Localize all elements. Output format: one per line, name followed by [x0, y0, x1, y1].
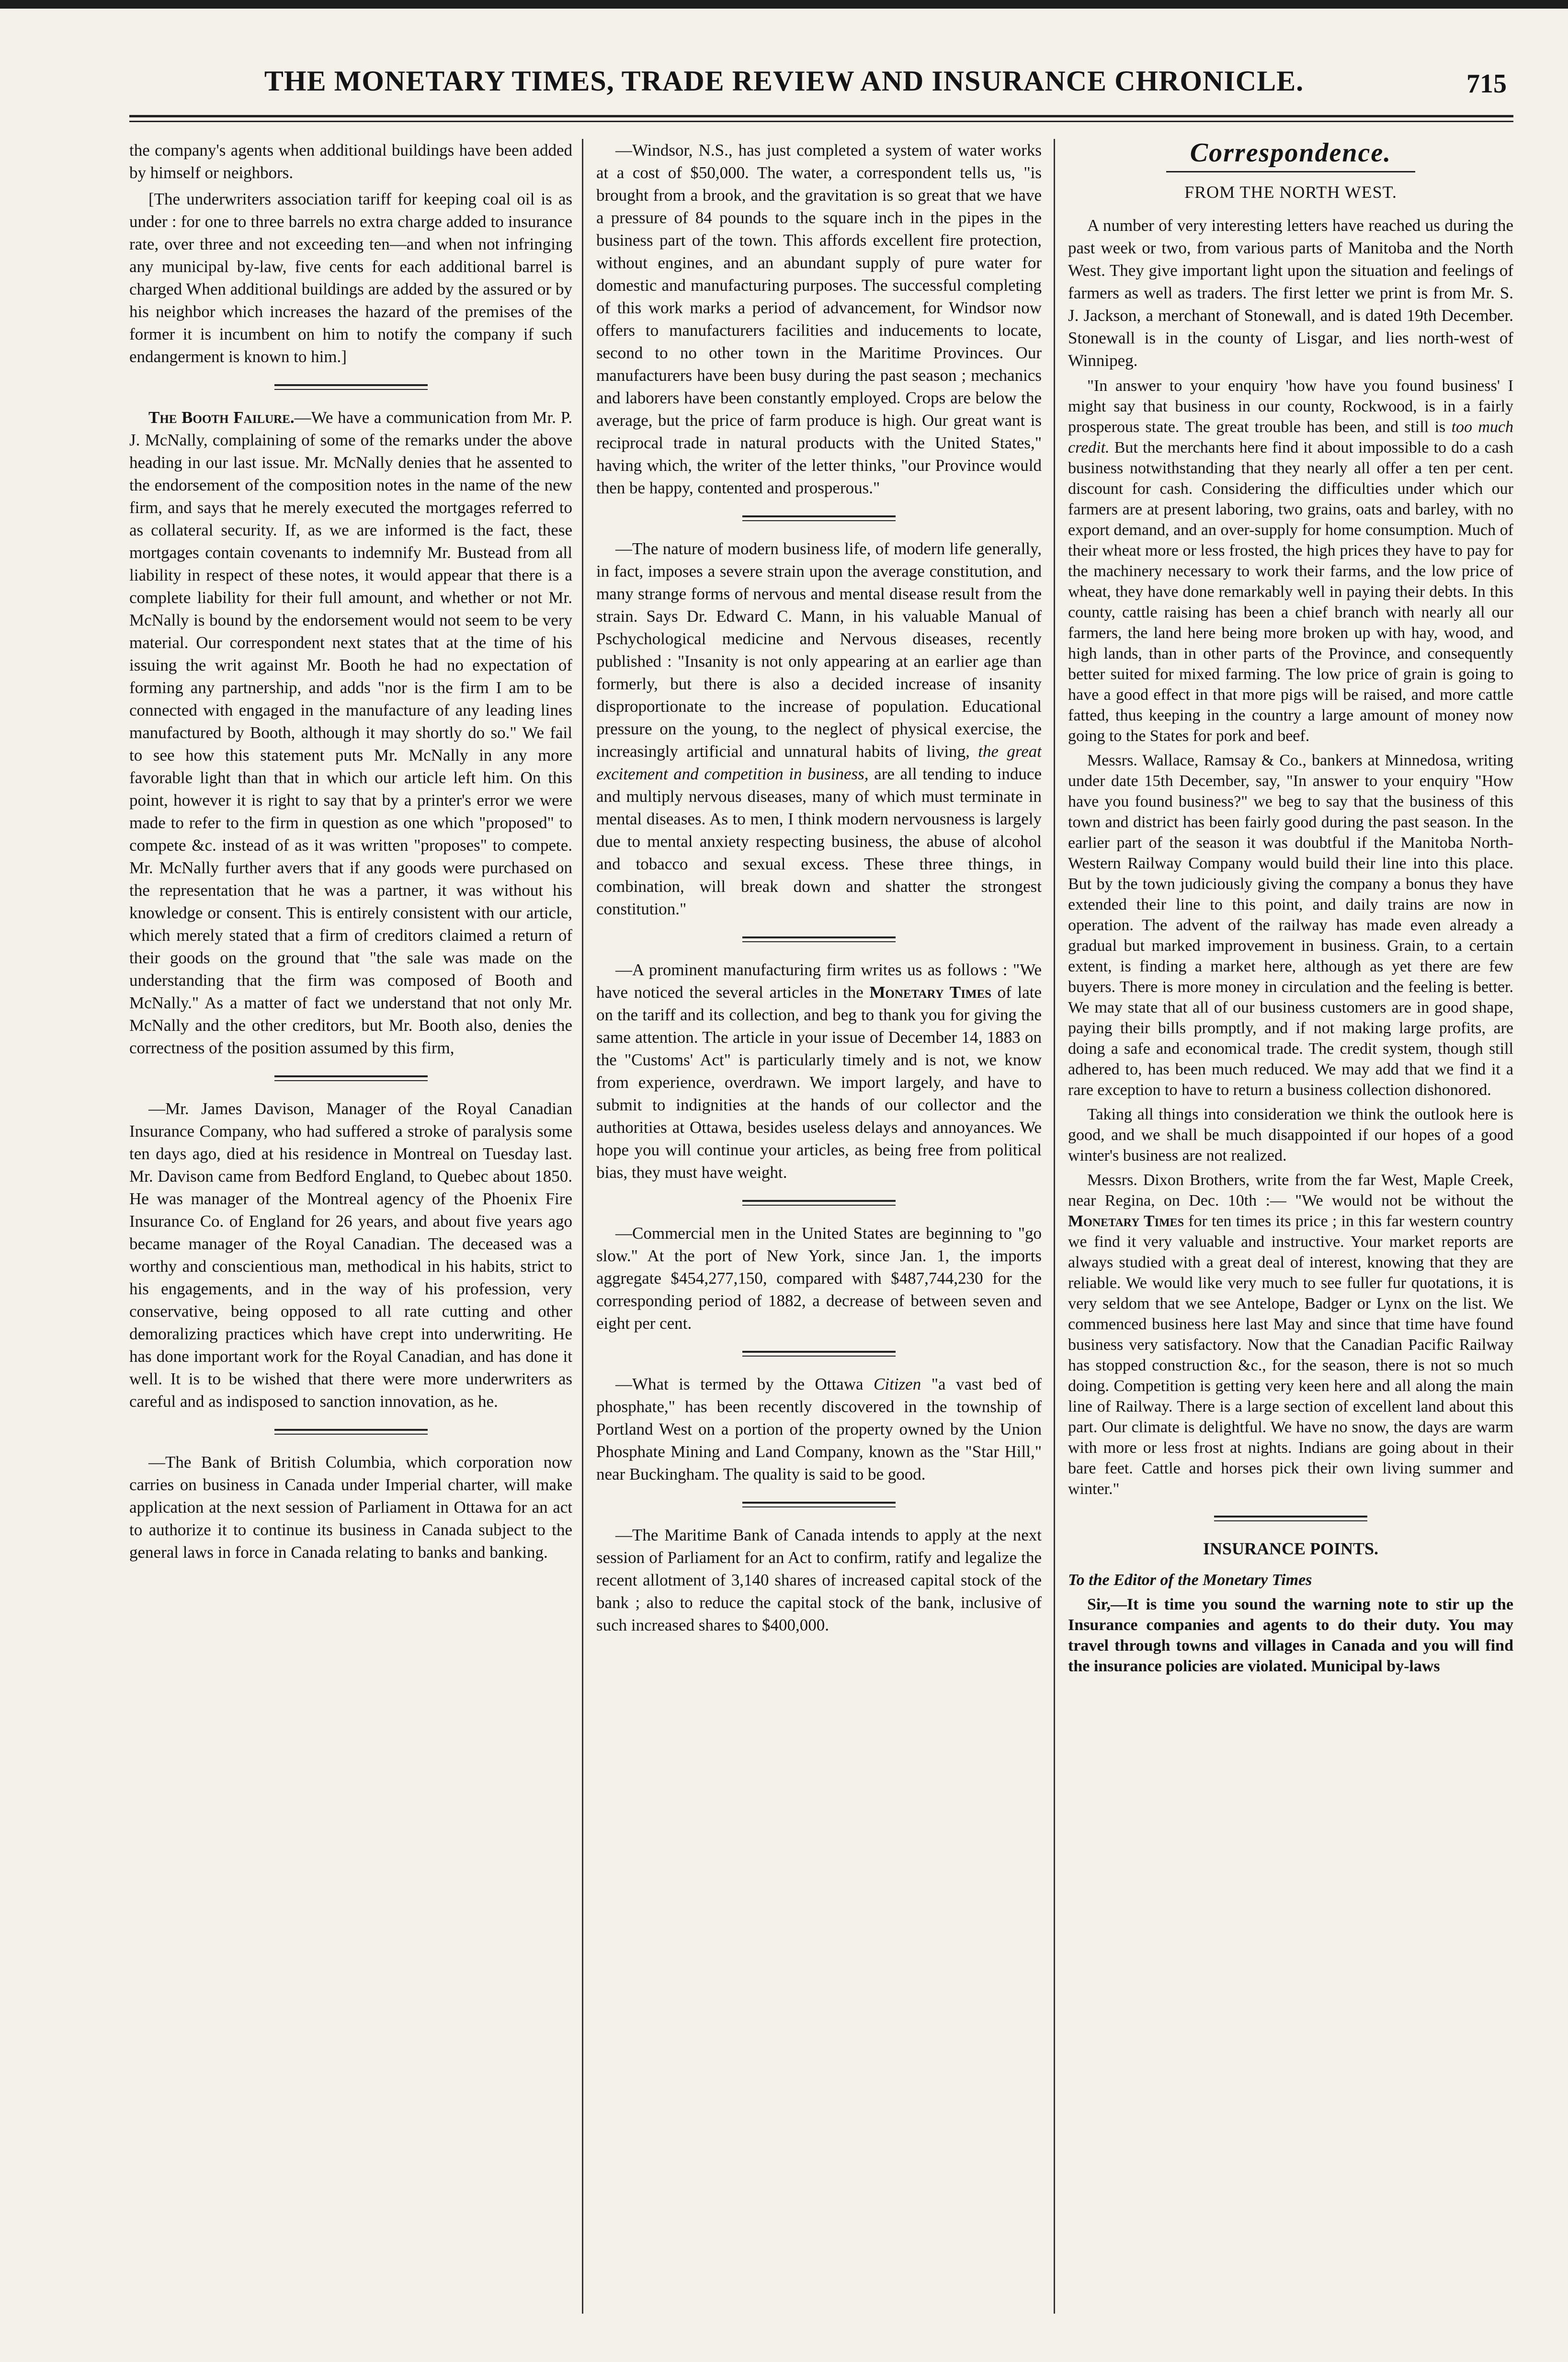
paragraph: [The underwriters association tariff for keeping coal oil is as under : for one to three barrels no extra charge added to insurance rate, over three and not exceeding ten—and when not infringing any municipal by-law, five cents for each additional barrel is charged When additional buildings are added by the assured or by his neighbor which increases the hazard of the premises of the former it is incumbent on him to notify the company if such endangerment is known to him.] — [129, 190, 572, 366]
section-separator — [274, 1429, 428, 1435]
text-run: for ten times its price ; in this far western country we find it very valuable and instructive. Your market reports are always studied with a great deal of interest, knowing that they are reliable. We would like very much to see fuller fur quotations, it is very seldom that we see Antelope, Badger or Lynx on the list. We commenced business here last May and since that time have found business very satisfactory. Now that the Canadian Pacific Railway has stopped construction &c., for the season, there is not so much doing. Competition is getting very keen here and all along the main line of Railway. There is a large section of excellent land about this part. Our climate is delightful. We have no snow, the days are warm with more or less frost at nights. Indians are going about in their bare feet. Cattle and horses pick their own living summer and winter." — [1068, 1212, 1513, 1498]
article-heading: The Booth Failure. — [148, 408, 295, 427]
italic-run: the great excitement and competition in business, — [596, 742, 1042, 783]
text-run: "In answer to your enquiry 'how have you found business' I might say that business in our county, Rockwood, is in a fairly prosperous state. The great trouble has been, and still is — [1068, 377, 1513, 436]
paragraph: —The Maritime Bank of Canada intends to apply at the next session of Parliament for an Act to confirm, ratify and legalize the recent allotment of 3,140 shares of increased capital stock of the bank ; also to reduce the capital stock of the bank, inclusive of such increased shares to $400,000. — [596, 1526, 1042, 1634]
section-heading-correspondence: Correspondence. — [1190, 139, 1392, 168]
letter-excerpts — [1068, 376, 1513, 1499]
paragraph: the company's agents when additional buildings have been added by himself or neighbors. — [129, 141, 572, 182]
italic-run: Citizen — [874, 1375, 921, 1393]
salutation: To the Editor of the Monetary Times — [1068, 1571, 1312, 1589]
article-body: —We have a communication from Mr. P. J. McNally, complaining of some of the remarks under the above heading in our last issue. Mr. McNally denies that he assented to the endorsement of the composition notes in the name of the new firm, and says that he merely executed the mortgages referred to as collateral security. If, as we are informed is the fact, these mortgages contain covenants to indemnify Mr. Bustead from all liability in respect of these notes, it would appear that there is a complete liability for their full amount, and whether or not Mr. McNally is bound by the endorsement would not seem to be very material. Our correspondent next states that at the time of his issuing the writ against Mr. Booth he had no expectation of forming any partnership, and adds "nor is the firm I am to be connected with engaged in the manufacture of any leading lines manufactured by Booth, although it may shortly do so." We fail to see how this statement puts Mr. McNally in any more favorable light than that in which our article left him. On this point, however it is right to say that by a printer's error we were made to refer to the firm in question as one which "proposed" to compete &c. instead of as it was written "proposes" to compete. Mr. McNally further avers that if any goods were purchased on the representation that he was a partner, it was without his knowledge or consent. This is entirely consistent with our article, which merely stated that a firm of creditors claimed a return of their goods on the ground that "the sale was made on the understanding that the firm was composed of Booth and McNally." As a matter of fact we understand that not only Mr. McNally and the other creditors, but Mr. Booth also, denies the correctness of the position assumed by this firm, — [129, 408, 572, 1057]
italic-run: too much credit. — [1068, 418, 1513, 456]
page-number: 715 — [1466, 69, 1507, 99]
publication-name: Monetary Times — [1068, 1212, 1184, 1230]
text-run: of late on the tariff and its collection, and beg to thank you for giving the same attention. The article in your issue of December 14, 1883 on the "Customs' Act" is particularly timely and is not, we know from experience, overdrawn. We import largely, and have to submit to indignities at the hands of our collector and the authorities at Ottawa, besides useless delays and annoyances. We hope you will continue your articles, as being free from political bias, they must have weight. — [596, 983, 1042, 1182]
text-run: —The nature of modern business life, of modern life generally, in fact, imposes a severe strain upon the average constitution, and many strange forms of nervous and mental disease result from the strain. Says Dr. Edward C. Mann, in his valuable Manual of Pschychological medicine and Nervous diseases, recently published : "Insanity is not only appearing at an earlier age than formerly, but there is also a decided increase of insanity disproportionate to the increase of population. Educational pressure on the young, to the neglect of physical exercise, the increasingly artificial and unnatural habits of living, — [596, 539, 1042, 761]
column-divider — [1054, 139, 1055, 2314]
masthead — [0, 65, 1568, 108]
section-separator — [742, 936, 896, 942]
letter-jackson — [1068, 376, 1513, 746]
paragraph: A number of very interesting letters have reached us during the past week or two, from various parts of Manitoba and the North West. They give important light upon the situation and feelings of farmers as well as traders. The first letter we print is from Mr. S. J. Jackson, a merchant of Stonewall, and is dated 19th December. Stonewall is in the county of Lisgar, and lies north-west of Winnipeg. — [1068, 216, 1513, 370]
section-separator — [742, 515, 896, 521]
paragraph: Taking all things into consideration we think the outlook here is good, and we shall be much disappointed if our hopes of a good winter's business are not realized. — [1068, 1106, 1513, 1164]
paragraph: Sir,—It is time you sound the warning note to stir up the Insurance companies and agents to do their duty. You may travel through towns and villages in Canada and you will find the insurance policies are violated. Municipal by-laws — [1068, 1596, 1513, 1675]
text-run: Messrs. Dixon Brothers, write from the far West, Maple Creek, near Regina, on Dec. 10th :— "We would not be without the — [1068, 1171, 1513, 1210]
paragraph: —Windsor, N.S., has just completed a system of water works at a cost of $50,000. The water, a correspondent tells us, "is brought from a brook, and the gravitation is so great that we have a pressure of 84 pounds to the square inch in the pipes in the business part of the town. This affords excellent fire protection, without engines, and an abundant supply of pure water for domestic and manufacturing purposes. The successful completing of this work marks a period of advancement, for Windsor now offers to manufacturers facilities and inducements to locate, second to no other town in the Maritime Provinces. Our manufacturers have been busy during the past season ; mechanics and laborers have been constantly employed. Crops are below the average, but the price of farm produce is high. Our great want is reciprocal trade in natural products with the United States," having which, the writer of the letter thinks, "our Province would then be happy, contented and prosperous." — [596, 141, 1042, 497]
section-separator — [274, 1075, 428, 1081]
text-run: But the merchants here find it about impossible to do a cash business notwithstanding that they nearly all offer a ten per cent. discount for cash. Considering the difficulties under which our farmers are at present laboring, two grains, oats and barley, with no export demand, and an over-supply for home consumption. Much of their wheat more or less frosted, the high prices they have to pay for the machinery necessary to work their farms, and the low price of wheat, they have done remarkably well in paying their debts. In this county, cattle raising has been a chief branch with nearly all our farmers, the land here being more broken up with hay, wood, and high lands, than in other parts of the Province, and consequently better suited for mixed farming. The low price of grain is going to have a good effect in that more pigs will be raised, and more cattle fatted, thus keeping in the country a large amount of money now going to the States for pork and beef. — [1068, 439, 1513, 745]
section-separator — [1214, 1516, 1367, 1521]
section-separator — [742, 1502, 896, 1507]
paragraph: —Mr. James Davison, Manager of the Royal Canadian Insurance Company, who had suffered a stroke of paralysis some ten days ago, died at his residence in Montreal on Tuesday last. Mr. Davison came from Bedford England, to Quebec about 1850. He was manager of the Montreal agency of the Phoenix Fire Insurance Co. of England for 26 years, and about five years ago became manager of the Royal Canadian. The deceased was a worthy and conscientious man, methodical in his habits, strict to his engagements, and in the way of his profession, very conservative, being opposed to all rate cutting and other demoralizing practices which have crept into underwriting. He has done important work for the Royal Canadian, and has done it well. It is to be wished that there were more underwriters as careful and as indisposed to sanction innovation, as he. — [129, 1099, 572, 1411]
subheading-insurance-points: INSURANCE POINTS. — [1203, 1539, 1379, 1558]
section-separator — [274, 384, 428, 390]
heading-rule — [1166, 171, 1415, 172]
column-1 — [129, 139, 572, 2323]
paragraph: —Commercial men in the United States are beginning to "go slow." At the port of New York, since Jan. 1, the imports aggregate $454,277,150, compared with $487,744,230 for the corresponding period of 1882, a decrease of between seven and eight per cent. — [596, 1224, 1042, 1333]
subheading: FROM THE NORTH WEST. — [1184, 183, 1397, 202]
insurance-letter — [1068, 1570, 1513, 1677]
column-2 — [596, 139, 1042, 2323]
masthead-rule-thin — [129, 121, 1513, 122]
article-booth-failure — [129, 406, 572, 1059]
text-run: are all tending to induce and multiply nervous diseases, many of which must terminate in mental diseases. As to men, I think modern nervousness is largely due to mental anxiety respecting business, the abuse of alcohol and tobacco and sexual excess. These three things, in combination, will break down and shatter the strongest constitution." — [596, 765, 1042, 918]
text-run: —A prominent manufacturing firm writes us as follows : "We have noticed the several articles in the — [596, 960, 1042, 1002]
publication-title: THE MONETARY TIMES, TRADE REVIEW AND INSURANCE CHRONICLE. — [264, 65, 1304, 97]
letter-wallace-ramsay: Messrs. Wallace, Ramsay & Co., bankers at Minnedosa, writing under date 15th December, say, "In answer to your enquiry "How have you found business?" we beg to say that the business of this town and district has been fairly good during the past season. In the earlier part of the season it was doubtful if the Manitoba North-Western Railway Company would build their line into this place. But by the town judiciously giving the company a bonus they have extended their line to this point, and daily trains are now in operation. The advent of the railway has made even already a gradual but marked improvement in business. Grain, to a certain extent, is finding a market here, although as yet there are few buyers. There is more money in circulation and the feeling is better. We may state that all of our business customers are in good shape, paying their bills promptly, and if not making large profits, are doing a safe and economical trade. The credit system, though still adhered to, has been much reduced. We may add that we find it a rare exception to have to return a business collection dishonored. — [1068, 752, 1513, 1099]
masthead-rule — [129, 115, 1513, 117]
section-separator — [742, 1200, 896, 1206]
paragraph: —The Bank of British Columbia, which corporation now carries on business in Canada under Imperial charter, will make application at the next session of Parliament in Ottawa for an act to authorize it to continue its business in Canada subject to the general laws in force in Canada relating to banks and banking. — [129, 1453, 572, 1562]
top-border-rule — [0, 0, 1568, 9]
column-3 — [1068, 139, 1513, 2323]
text-run: —What is termed by the Ottawa — [615, 1375, 864, 1393]
paragraph-manufacturer-letter — [596, 958, 1042, 1184]
letter-dixon-brothers — [1068, 1170, 1513, 1499]
paragraph-phosphate — [596, 1373, 1042, 1485]
section-separator — [742, 1351, 896, 1357]
publication-name: Monetary Times — [869, 983, 992, 1002]
column-divider — [582, 139, 583, 2314]
text-run: "a vast bed of phosphate," has been recently discovered in the township of Portland West on a portion of the property owned by the Union Phosphate Mining and Land Company, known as the "Star Hill," near Buckingham. The quality is said to be good. — [596, 1375, 1042, 1483]
paragraph-nervous-disease — [596, 537, 1042, 920]
